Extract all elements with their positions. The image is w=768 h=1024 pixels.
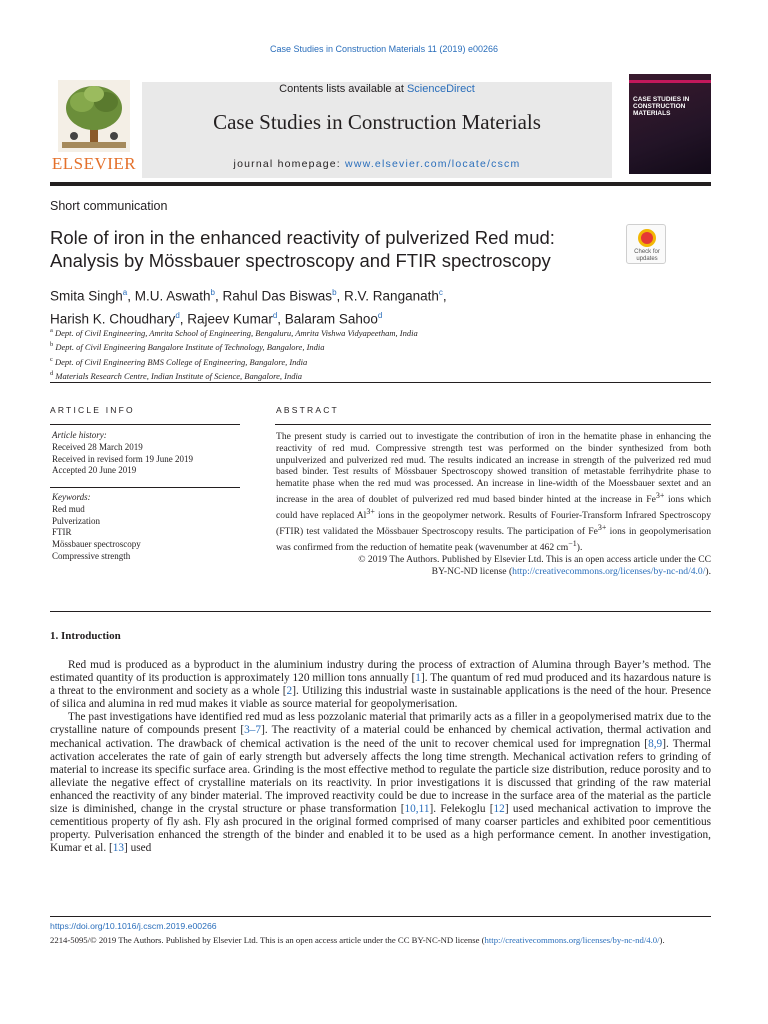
abstract-superscript: 3+ <box>597 522 607 532</box>
issn-suffix: ). <box>659 935 665 945</box>
abstract-heading: ABSTRACT <box>276 405 339 415</box>
citation-link[interactable]: 12 <box>493 803 505 816</box>
author-name[interactable]: Rahul Das Biswas <box>222 288 333 304</box>
citation-link[interactable]: 8,9 <box>648 737 663 750</box>
abstract-segment: ). <box>576 542 583 554</box>
affiliation-item <box>50 368 650 382</box>
abstract-segment: ions which could have replaced Al <box>276 494 711 522</box>
author-name[interactable]: R.V. Ranganath <box>344 288 439 304</box>
abstract-segment: ions in geopolymerisation was confirmed from the reduction of hematite peak (wavenumber at 462 cm <box>276 526 711 554</box>
affiliation-text: Dept. of Civil Engineering Bangalore Institute of Technology, Bangalore, India <box>55 342 325 353</box>
text-run: ]. The quantum of red mud produced and its hazardous nature is a threat to the environment and society as a whole [ <box>50 672 711 698</box>
license-suffix: ). <box>705 565 711 577</box>
author-separator: , <box>127 288 135 304</box>
keyword-item: Mössbauer spectroscopy <box>52 539 141 550</box>
section-heading-introduction: 1. Introduction <box>50 630 121 642</box>
affiliation-text: Materials Research Centre, Indian Institute of Science, Bangalore, India <box>55 370 303 381</box>
article-info-rule <box>50 424 240 425</box>
article-title <box>50 226 620 272</box>
text-run: ] used <box>124 842 152 855</box>
author-name[interactable]: Balaram Sahoo <box>284 311 378 326</box>
keyword-item: FTIR <box>52 527 72 538</box>
history-item: Received in revised form 19 June 2019 <box>52 453 193 464</box>
author-separator: , <box>336 288 345 304</box>
cover-stripe <box>629 80 711 83</box>
elsevier-tree-icon <box>58 80 130 152</box>
text-run: ]. Thermal activation accelerates the rate of gain of early strength but adversely affects the long time strength. Mechanical activation refers to grinding of material to increase its specific surface area. Grinding is the most effective method to regulate the particle size distribution, reduce porosity and to alleviate the negative effect of crystalline materials on its reactivity. In prior investigations it is discussed that grinding of the raw material enhanced the reactivity of any binder material. The improved reactivity could be due to increase in the surface area of the material as the particle size is diminished, change in the crystal structure or phase transformation [ <box>50 737 711 816</box>
elsevier-logo[interactable] <box>50 80 138 174</box>
abstract-segment: ions in the geopolymer network. Results of Fourier-Transform Infrared Spectroscopy (FTIR) test validated the Mössbauer Spectroscopy results. The participation of Fe <box>276 510 711 538</box>
text-run: ] used mechanical activation to improve the cementitious property of fly ash. Fly ash procured in the original formed comprised of many coarser particles and exhibited poor cementitious property. Pulverisation enhanced the strength of the binder and enabled it to be used as a high performance cement. In another investigation, Kumar et al. [ <box>50 803 711 855</box>
author-separator: , <box>277 311 285 326</box>
citation-link[interactable]: 3–7 <box>244 724 262 737</box>
article-history <box>52 430 193 477</box>
citation-link[interactable]: 2 <box>286 685 293 698</box>
abstract-superscript: 3+ <box>366 506 375 516</box>
homepage-link[interactable]: www.elsevier.com/locate/cscm <box>345 158 521 170</box>
author-separator: , <box>442 288 447 304</box>
abstract-segment: The present study is carried out to investigate the contribution of iron in the hematite phase in enhancing the reactivity of red mud. Compressive strength test was performed on the binder synthesized from both unpulverized and pulverized red mud. The results indicated an increase in strength of the pulverized red mud based binder. Test results of Mössbauer Spectroscopy showed transition of metastable ferrihydrite phase to hematite phase when the red mud was processed. An increase in line-width of the Moessbauer sextet and an increase in the area of doublet of pulverized red mud based binder hinted at the increase in Fe <box>276 431 711 506</box>
journal-citation[interactable]: Case Studies in Construction Materials 11 (2019) e00266 <box>270 44 498 54</box>
issn-license-line <box>50 934 711 946</box>
abstract-bottom-rule <box>50 611 711 612</box>
abstract-text <box>276 431 711 554</box>
cover-title: CASE STUDIES IN CONSTRUCTION MATERIALS <box>633 96 690 117</box>
article-type: Short communication <box>50 199 168 213</box>
affiliation-item <box>50 325 650 339</box>
affiliation-key: c <box>50 355 53 363</box>
keyword-item: Pulverization <box>52 515 100 526</box>
abstract-license <box>276 566 711 578</box>
text-run: The past investigations have identified red mud as less pozzolanic material that primarily acts as a filler in a geopolymerised matrix due to the crystalline nature of compounds present [ <box>50 711 711 737</box>
abstract-body <box>276 431 711 578</box>
paragraph <box>50 711 711 855</box>
author-affil-marker[interactable]: d <box>377 310 383 320</box>
affiliation-key: b <box>50 341 54 349</box>
citation-link[interactable]: 1 <box>415 672 421 685</box>
author-affil-marker[interactable]: b <box>332 288 337 297</box>
affiliation-item <box>50 354 650 368</box>
journal-homepage <box>142 158 612 170</box>
author-affil-marker[interactable]: a <box>122 288 128 297</box>
keywords-block <box>52 492 141 563</box>
text-run: ]. Felekoglu [ <box>429 803 494 816</box>
author-list <box>50 283 610 328</box>
citation-link[interactable]: 10,11 <box>404 803 430 816</box>
author-name[interactable]: M.U. Aswath <box>134 288 211 304</box>
author-affil-marker[interactable]: c <box>438 288 443 297</box>
license-prefix: BY-NC-ND license ( <box>431 565 513 577</box>
affiliation-item <box>50 339 650 353</box>
keywords-label: Keywords: <box>52 492 91 502</box>
author-affil-marker[interactable]: b <box>210 288 215 297</box>
keyword-item: Red mud <box>52 503 85 514</box>
keyword-item: Compressive strength <box>52 550 131 561</box>
elsevier-wordmark: ELSEVIER <box>51 154 137 173</box>
contents-line <box>142 83 612 95</box>
introduction-body <box>50 659 711 855</box>
header-rule <box>50 382 711 383</box>
check-for-updates-button[interactable] <box>626 224 666 264</box>
text-run: ]. Utilizing this industrial waste in sustainable applications is the need of the hour. Presence of silica and alumina in red mud makes it viable as source material for geopolymerisation. <box>50 685 711 711</box>
article-info-heading: ARTICLE INFO <box>50 405 135 415</box>
check-updates-icon <box>638 229 656 247</box>
sciencedirect-link[interactable]: ScienceDirect <box>406 83 475 95</box>
affiliation-text: Dept. of Civil Engineering, Amrita School of Engineering, Bengaluru, Amrita Vishwa Vidyapeetham, India <box>55 327 418 338</box>
author-separator: , <box>215 288 223 304</box>
citation-link[interactable]: 13 <box>112 842 125 855</box>
journal-masthead <box>142 82 612 178</box>
affiliation-key: a <box>50 327 53 334</box>
text-run: ]. The reactivity of a material could be enhanced by chemical activation, thermal activation and mechanical activation. The drawback of chemical activation is the need of the unit to recover chemical used for impregnation [ <box>50 724 711 750</box>
abstract-superscript: −1 <box>568 538 577 548</box>
author-affil-marker[interactable]: d <box>272 310 278 320</box>
author-name[interactable]: Smita Singh <box>50 288 123 304</box>
affiliation-key: d <box>50 369 54 377</box>
masthead-divider <box>50 182 711 186</box>
affiliation-text: Dept. of Civil Engineering BMS College of Engineering, Bangalore, India <box>55 356 308 367</box>
author-affil-marker[interactable]: d <box>175 310 180 320</box>
abstract-superscript: 3+ <box>655 490 665 500</box>
contents-prefix: Contents lists available at <box>279 83 407 95</box>
check-updates-label: Check for updates <box>634 249 660 262</box>
homepage-prefix: journal homepage: <box>233 158 346 170</box>
doi-link[interactable]: https://doi.org/10.1016/j.cscm.2019.e00266 <box>50 921 217 931</box>
issn-text: 2214-5095/© 2019 The Authors. Published by Elsevier Ltd. This is an open access article under the CC BY-NC-ND license ( <box>50 935 485 945</box>
paragraph <box>50 659 711 711</box>
journal-name: Case Studies in Construction Materials <box>213 110 541 134</box>
title-line-1: Role of iron in the enhanced reactivity of pulverized Red mud: <box>50 227 555 248</box>
footer-license-link[interactable]: http://creativecommons.org/licenses/by-nc-nd/4.0/ <box>484 935 660 945</box>
text-run: Red mud is produced as a byproduct in the aluminium industry during the process of extraction of Alumina through Bayer’s method. The estimated quantity of its production is approximately 120 million tons annually [ <box>50 659 711 685</box>
affiliation-list <box>50 325 650 382</box>
keywords-rule <box>50 487 240 488</box>
journal-cover-image[interactable] <box>629 74 711 174</box>
author-separator: , <box>179 311 188 326</box>
history-item: Accepted 20 June 2019 <box>52 465 137 476</box>
author-name[interactable]: Rajeev Kumar <box>187 311 273 326</box>
abstract-copyright: © 2019 The Authors. Published by Elsevier Ltd. This is an open access article under the CC <box>358 553 711 565</box>
abstract-rule <box>275 424 711 425</box>
license-link[interactable]: http://creativecommons.org/licenses/by-nc-nd/4.0/ <box>512 565 706 577</box>
history-label: Article history: <box>52 430 107 440</box>
title-line-2: Analysis by Mössbauer spectroscopy and FTIR spectroscopy <box>50 250 551 271</box>
author-name[interactable]: Harish K. Choudhary <box>50 311 176 326</box>
history-item: Received 28 March 2019 <box>52 441 143 452</box>
footer-rule <box>50 916 711 917</box>
